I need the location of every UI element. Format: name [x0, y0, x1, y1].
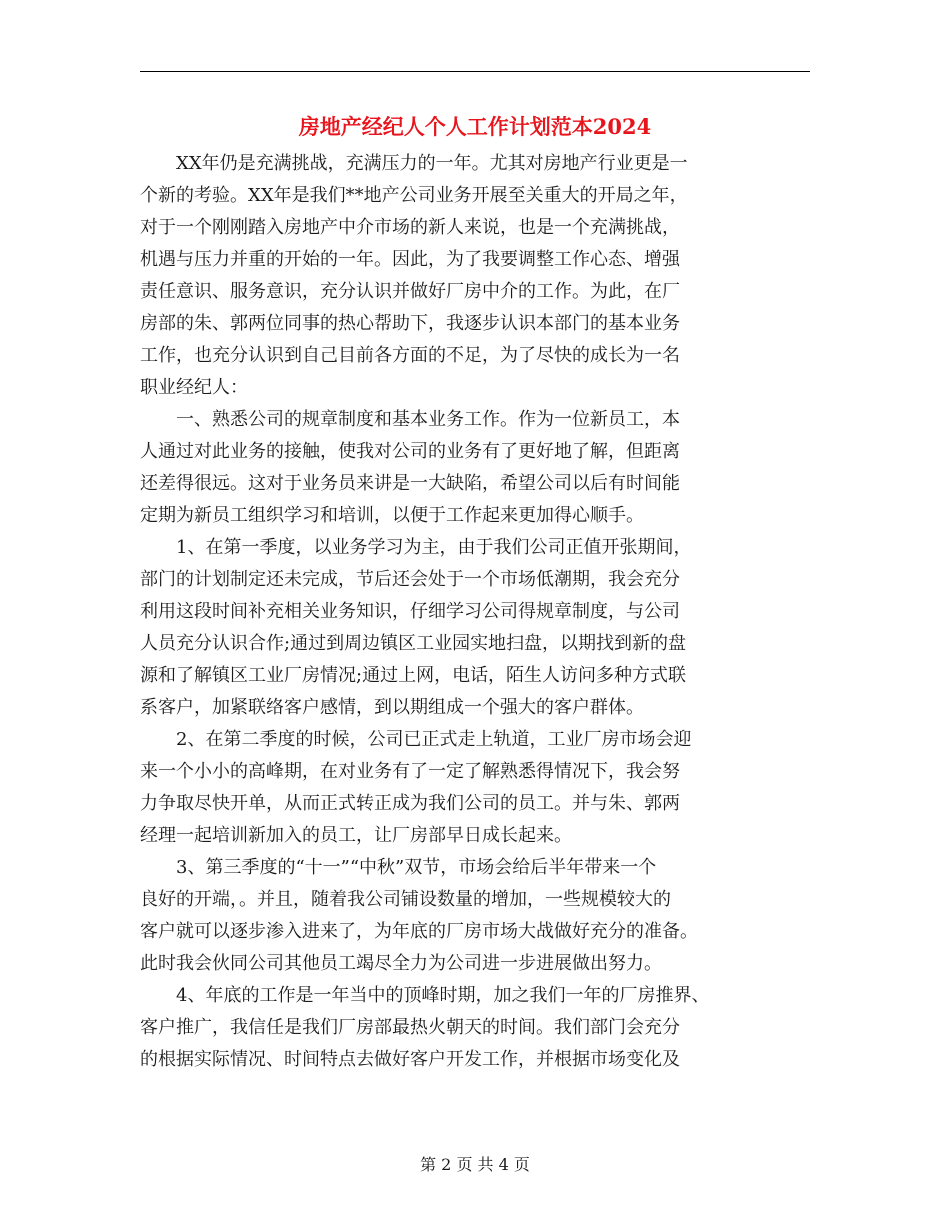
text-line: 定期为新员工组织学习和培训，以便于工作起来更加得心顺手。: [140, 505, 644, 526]
paragraph: [140, 724, 820, 852]
text-line: 源和了解镇区工业厂房情况;通过上网，电话，陌生人访问多种方式联: [140, 665, 687, 686]
text-line: 系客户，加紧联络客户感情，到以期组成一个强大的客户群体。: [140, 697, 644, 718]
text-line: 1、在第一季度，以业务学习为主，由于我们公司正值开张期间，: [176, 537, 692, 558]
text-line: 责任意识、服务意识，充分认识并做好厂房中介的工作。为此，在厂: [140, 281, 680, 302]
text-line: 经理一起培训新加入的员工，让厂房部早日成长起来。: [140, 825, 572, 846]
text-line: 客户就可以逐步渗入进来了，为年底的厂房市场大战做好充分的准备。: [140, 921, 698, 942]
paragraph: [140, 404, 820, 532]
paragraph: [140, 980, 820, 1076]
text-line: 力争取尽快开单，从而正式转正成为我们公司的员工。并与朱、郭两: [140, 793, 680, 814]
text-line: 利用这段时间补充相关业务知识，仔细学习公司得规章制度，与公司: [140, 601, 680, 622]
paragraph: [140, 852, 820, 980]
document-body: [140, 148, 820, 1076]
paragraph: [140, 532, 820, 724]
text-line: 职业经纪人：: [140, 377, 248, 398]
header-rule: [140, 71, 810, 72]
text-line: 对于一个刚刚踏入房地产中介市场的新人来说，也是一个充满挑战，: [140, 217, 680, 238]
text-line: 机遇与压力并重的开始的一年。因此，为了我要调整工作心态、增强: [140, 249, 680, 270]
text-line: 个新的考验。XX年是我们**地产公司业务开展至关重大的开局之年，: [140, 185, 688, 206]
text-line: 还差得很远。这对于业务员来讲是一大缺陷，希望公司以后有时间能: [140, 473, 680, 494]
text-line: 3、第三季度的“十一”“中秋”双节，市场会给后半年带来一个: [176, 857, 657, 878]
text-line: 客户推广，我信任是我们厂房部最热火朝天的时间。我们部门会充分: [140, 1017, 680, 1038]
text-line: 部门的计划制定还未完成，节后还会处于一个市场低潮期，我会充分: [140, 569, 680, 590]
text-line: 人员充分认识合作;通过到周边镇区工业园实地扫盘，以期找到新的盘: [140, 633, 687, 654]
document-title: 房地产经纪人个人工作计划范本2024: [298, 114, 652, 139]
text-line: 2、在第二季度的时候，公司已正式走上轨道，工业厂房市场会迎: [176, 729, 692, 750]
text-line: XX年仍是充满挑战，充满压力的一年。尤其对房地产行业更是一: [176, 153, 688, 174]
text-line: 的根据实际情况、时间特点去做好客户开发工作，并根据市场变化及: [140, 1049, 680, 1070]
text-line: 房部的朱、郭两位同事的热心帮助下，我逐步认识本部门的基本业务: [140, 313, 680, 334]
page-number-footer: 第 2 页 共 4 页: [420, 1155, 530, 1174]
text-line: 良好的开端，。并且，随着我公司铺设数量的增加，一些规模较大的: [140, 889, 671, 910]
text-line: 一、熟悉公司的规章制度和基本业务工作。作为一位新员工，本: [176, 409, 680, 430]
text-line: 工作，也充分认识到自己目前各方面的不足，为了尽快的成长为一名: [140, 345, 680, 366]
text-line: 人通过对此业务的接触，使我对公司的业务有了更好地了解，但距离: [140, 441, 680, 462]
text-line: 4、年底的工作是一年当中的顶峰时期，加之我们一年的厂房推界、: [176, 985, 710, 1006]
text-line: 此时我会伙同公司其他员工竭尽全力为公司进一步进展做出努力。: [140, 953, 662, 974]
paragraph: [140, 148, 820, 404]
text-line: 来一个小小的高峰期，在对业务有了一定了解熟悉得情况下，我会努: [140, 761, 680, 782]
